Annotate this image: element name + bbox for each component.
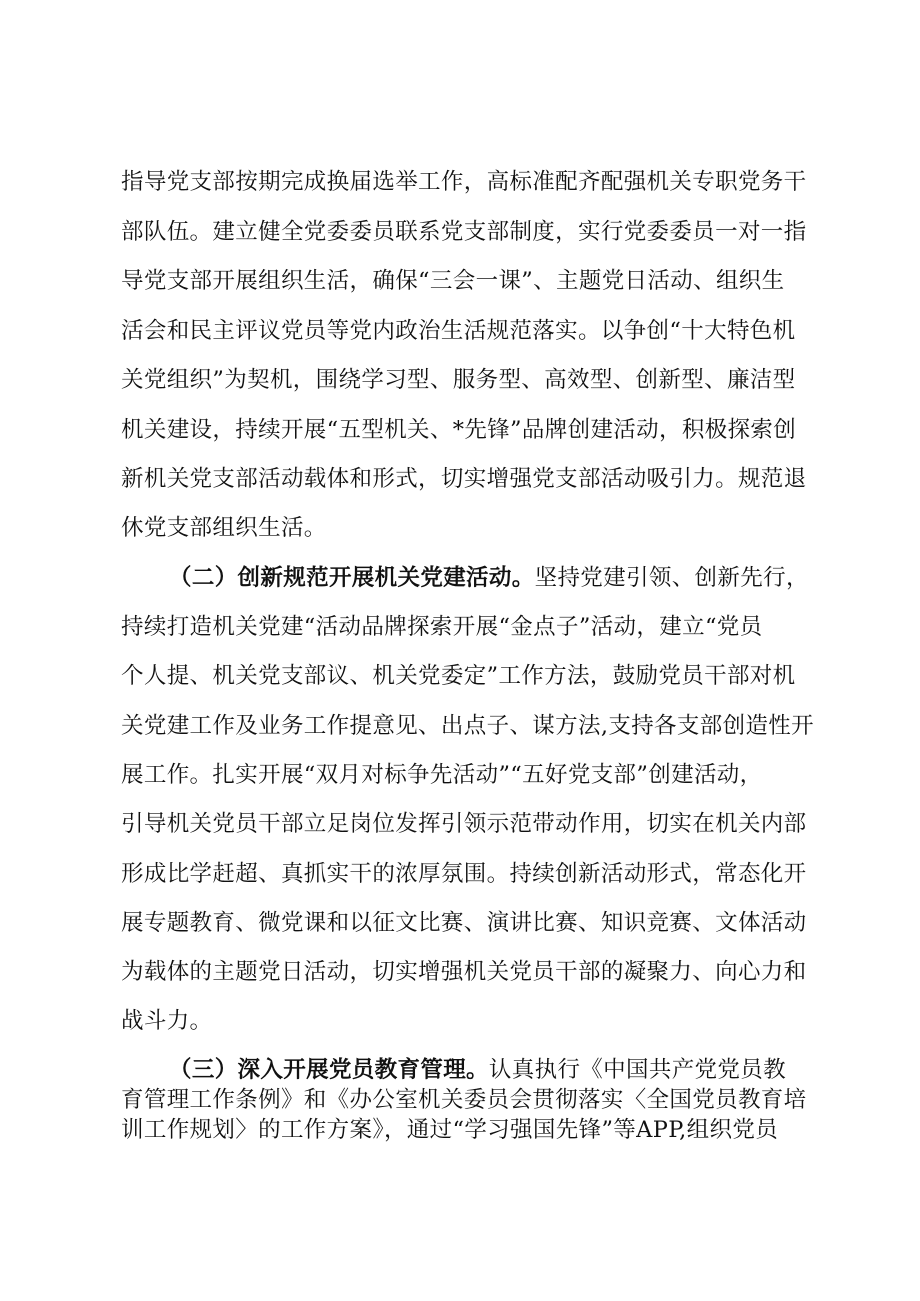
section-heading: （三）深入开展党员教育管理。 (169, 1057, 489, 1083)
paragraph-line: 战斗力。 (121, 1008, 213, 1034)
paragraph-line: 个人提、机关党支部议、机关党委定”工作方法，鼓励党员干部对机 (121, 663, 796, 689)
section-heading-line (169, 1055, 786, 1085)
paragraph-line: 关党建工作及业务工作提意见、出点子、谋方法,支持各支部创造性开 (121, 713, 815, 739)
paragraph-line: 休党支部组织生活。 (121, 515, 327, 541)
paragraph-line: 为载体的主题党日活动，切实增强机关党员干部的凝聚力、向心力和 (121, 959, 807, 985)
paragraph-text: 认真执行《中国共产党党员教 (488, 1057, 786, 1083)
paragraph-line: 指导党支部按期完成换届选举工作，高标准配齐配强机关专职党务干 (121, 169, 807, 195)
paragraph-line: 机关建设，持续开展“五型机关、*先锋”品牌创建活动，积极探索创 (121, 417, 797, 443)
paragraph-line: 展专题教育、微党课和以征文比赛、演讲比赛、知识竞赛、文体活动 (121, 910, 807, 936)
paragraph-line: 形成比学赶超、真抓实干的浓厚氛围。持续创新活动形式，常态化开 (121, 861, 807, 887)
paragraph-line: 新机关党支部活动载体和形式，切实增强党支部活动吸引力。规范退 (121, 466, 807, 492)
paragraph-line: 导党支部开展组织生活，确保“三会一课”、主题党日活动、组织生 (121, 268, 785, 294)
paragraph-line: 关党组织”为契机，围绕学习型、服务型、高效型、创新型、廉洁型 (121, 367, 796, 393)
section-heading: （二）创新规范开展机关党建活动。 (169, 565, 535, 591)
paragraph-line: 训工作规划〉的工作方案》，通过“学习强国先锋”等APP,组织党员 (121, 1117, 779, 1143)
paragraph-line: 持续打造机关党建“活动品牌探索开展“金点子”活动，建立“党员 (121, 614, 763, 640)
paragraph-line: 育管理工作条例》和《办公室机关委员会贯彻落实〈全国党员教育培 (121, 1087, 807, 1113)
paragraph-line: 活会和民主评议党员等党内政治生活规范落实。以争创“十大特色机 (121, 318, 796, 344)
section-heading-line (169, 563, 809, 593)
paragraph-text: 坚持党建引领、创新先行， (534, 565, 809, 591)
paragraph-line: 引导机关党员干部立足岗位发挥引领示范带动作用，切实在机关内部 (121, 811, 807, 837)
paragraph-line: 部队伍。建立健全党委委员联系党支部制度，实行党委委员一对一指 (121, 219, 807, 245)
paragraph-line: 展工作。扎实开展“双月对标争先活动”“五好党支部”创建活动， (121, 762, 763, 788)
